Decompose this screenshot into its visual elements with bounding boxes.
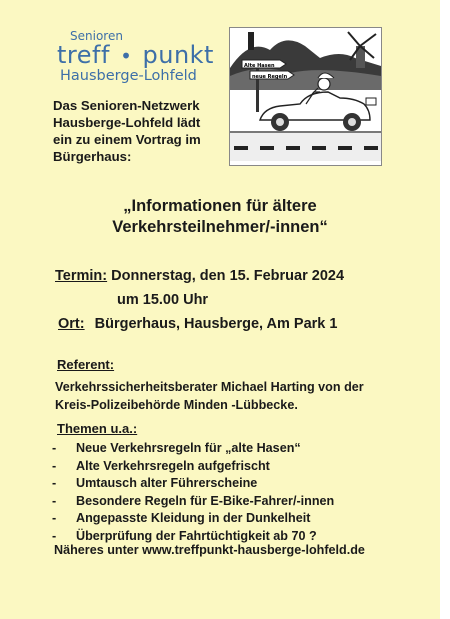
referent-line: Kreis-Polizeibehörde Minden -Lübbecke. [55, 398, 298, 412]
road-shape [230, 131, 381, 161]
logo-small-text: Senioren [70, 29, 123, 43]
car-illustration [229, 27, 382, 166]
title-line: „Informationen für ältere [123, 197, 317, 215]
referent-line: Verkehrssicherheitsberater Michael Harting von der [55, 380, 364, 394]
list-item: - Alte Verkehrsregeln aufgefrischt [52, 458, 270, 473]
list-item: - Besondere Regeln für E-Bike-Fahrer/-innen [52, 493, 335, 508]
logo-dot: • [120, 44, 133, 68]
topic-text: Umtausch alter Führerscheine [76, 476, 258, 490]
topic-text: Angepasste Kleidung in der Dunkelheit [76, 511, 311, 525]
car-drawing [230, 28, 381, 165]
intro-text [53, 97, 233, 165]
termin-time: um 15.00 Uhr [117, 292, 209, 308]
sign-top-text: Alte Hasen [244, 63, 275, 69]
logo-right-word: punkt [142, 41, 214, 69]
referent-label: Referent: [57, 357, 115, 372]
title-line: Verkehrsteilnehmer/-innen“ [112, 218, 328, 236]
scan-margin [440, 0, 450, 619]
topic-text: Neue Verkehrsregeln für „alte Hasen“ [76, 441, 301, 455]
car-shape [260, 92, 376, 131]
event-title [40, 196, 400, 238]
intro-line: Bürgerhaus: [53, 149, 132, 164]
logo-left-word: treff [57, 41, 110, 69]
topic-list [52, 441, 334, 546]
termin-date: Donnerstag, den 15. Februar 2024 [111, 268, 345, 284]
topic-text: Überprüfung der Fahrtüchtigkeit ab 70 ? [76, 528, 317, 543]
list-item: - Umtausch alter Führerscheine [52, 476, 258, 490]
referent-text [55, 378, 435, 414]
termin-row [55, 268, 344, 284]
ort-row [58, 316, 337, 332]
sign-bottom-text: neue Regeln [252, 74, 288, 80]
topic-text: Alte Verkehrsregeln aufgefrischt [76, 458, 270, 473]
list-item: - Angepasste Kleidung in der Dunkelheit [52, 511, 311, 525]
tower-shape [248, 32, 254, 50]
ort-label: Ort: [58, 316, 85, 332]
logo [57, 41, 214, 69]
intro-line: ein zu einem Vortrag im [53, 132, 201, 147]
ort-value: Bürgerhaus, Hausberge, Am Park 1 [94, 316, 338, 332]
termin-label: Termin: [55, 268, 108, 284]
intro-line: Das Senioren-Netzwerk [53, 98, 200, 113]
footer-link-text: Näheres unter www.treffpunkt-hausberge-lohfeld.de [54, 543, 365, 557]
logo-subtitle: Hausberge-Lohfeld [60, 68, 197, 84]
list-item: - Neue Verkehrsregeln für „alte Hasen“ [52, 441, 301, 455]
topic-text: Besondere Regeln für E-Bike-Fahrer/-innen [76, 493, 335, 508]
themen-label: Themen u.a.: [57, 421, 138, 436]
list-item: - Überprüfung der Fahrtüchtigkeit ab 70 ? [52, 528, 317, 543]
intro-line: Hausberge-Lohfeld lädt [53, 115, 201, 130]
